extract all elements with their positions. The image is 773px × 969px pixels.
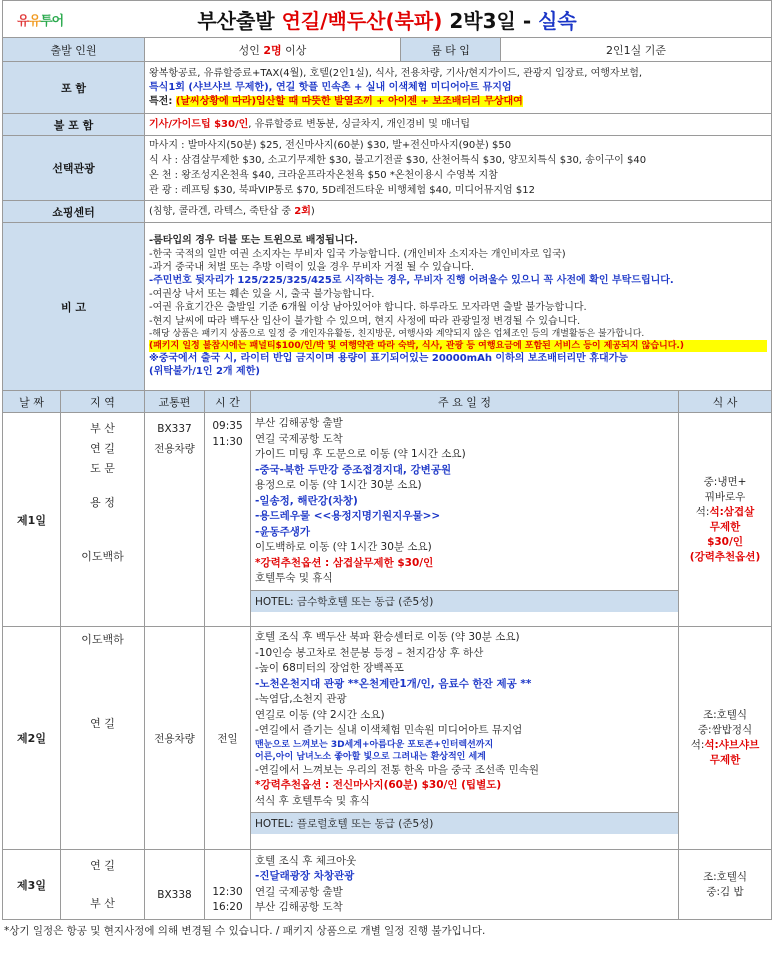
room-label: 룸 타 입 (401, 38, 501, 62)
itinerary-page (2, 0, 771, 938)
option-label: 선택관광 (3, 136, 145, 201)
title-duration: 2박3일 (449, 8, 516, 33)
day3-meals: 조:호텔식 중:김 밥 (679, 850, 772, 920)
col-place: 지 역 (61, 391, 145, 413)
note-content: -룸타입의 경우 더블 또는 트윈으로 배정됩니다. -한국 국적의 일반 여권 소지자는 무비자 입국 가능합니다. (개인비자 소지자는 개인비자로 입국) -과거 중국내 처벌 또는 추방 이력이 있을 경우 무비자 거절 될 수 있습니다. -주민번호 뒷자리가 125/225/325/425로 시작하는 경우, 무비자 진행 어려울수 있으니 꼭 사전에 확인 부탁드립니다. -여권상 낙서 또는 훼손 있을 시, 출국 불가능합니다. -여권 유효기간은 출발일 기준 6개월 이상 남아있어야 합니다. 하루라도 모자라면 출발 불가능합니다. -현지 날씨에 따라 백두산 입산이 불가할 수 있으며, 현지 사정에 따라 관광일정 변경될 수 있습니다. -해당 상품은 패키지 상품으로 일정 중 개인자유활동, 친지방문, 여행사와 계약되지 않은 업체조인 등의 개별활동은 불가합니다. (패키지 일정 불참시에는 패널티$100/인/박 및 여행약관 따라 숙박, 식사, 관광 등 여행요금에 포함된 서비스 등이 제공되지 않습니다.) ※중국에서 출국 시, 라이터 반입 금지이며 용량이 표기되어있는 20000mAh 이하의 보조배터리만 휴대가능 (위탁불가/1인 2개 제한) (145, 223, 772, 391)
col-time: 시 간 (205, 391, 251, 413)
day1-hotel: HOTEL: 금수학호텔 또는 동급 (준5성) (251, 590, 678, 612)
include-label: 포 함 (3, 62, 145, 114)
title-destination: 연길/백두산(북파) (281, 8, 443, 33)
itinerary-table (2, 0, 772, 920)
depart-value: 성인 2명 이상 (145, 38, 401, 62)
col-transport: 교통편 (145, 391, 205, 413)
day1-label: 제1일 (3, 413, 61, 627)
day2-schedule: 호텔 조식 후 백두산 북파 환승센터로 이동 (약 30분 소요) -10인승 봉고차로 천문봉 등정 – 천지감상 후 하산 -높이 68미터의 장엄한 장백폭포 -노천온천지대 관광 **온천계란1개/인, 음료수 한잔 제공 ** -녹염담,소천지 관광 연길로 이동 (약 2시간 소요) -연길에서 즐기는 실내 이색체험 민속원 미디어아트 뮤지엄 맨눈으로 느껴보는 3D세계+아름다운 포토존+인터렉션까지 어른,아이 남녀노소 좋아할 빛으로 그려내는 환상적인 세계 -연길에서 느껴보는 우리의 전통 한옥 마을 중국 조선족 민속원 *강력추천옵션 : 전신마사지(60분) $30/인 (팁별도) 석식 후 호텔투숙 및 휴식 HOTEL: 플로럴호텔 또는 동급 (준5성) (251, 627, 679, 850)
day3-label: 제3일 (3, 850, 61, 920)
day2-places: 이도백하 연 길 (61, 627, 145, 850)
day1-schedule: 부산 김해공항 출발 연길 국제공항 도착 가이드 미팅 후 도문으로 이동 (약 1시간 소요) -중국-북한 두만강 중조접경지대, 강변공원 용정으로 이동 (약 1시간 30분 소요) -일송정, 해란강(차창) -용드레우물 <<용정지명기원지우물>> -윤동주생가 이도백하로 이동 (약 1시간 30분 소요) *강력추천옵션 : 삼겹살무제한 $30/인 호텔투숙 및 휴식 HOTEL: 금수학호텔 또는 동급 (준5성) (251, 413, 679, 627)
brand-logo: 유유투어 (17, 14, 64, 29)
room-value: 2인1실 기준 (501, 38, 772, 62)
title-row (3, 1, 772, 38)
day2-label: 제2일 (3, 627, 61, 850)
exclude-content: 기사/가이드팁 $30/인, 유류할증료 변동분, 싱글차지, 개인경비 및 매너팁 (145, 114, 772, 136)
option-content: 마사지 : 발마사지(50분) $25, 전신마사지(60분) $30, 발+전신마사지(90분) $50 식 사 : 삼겹살무제한 $30, 소고기무제한 $30, 불고기전골 $30, 산천어특식 $30, 양꼬치특식 $30, 송이구이 $40 온 천 : 왕조성지온천욕 $40, 크라운프라자온천욕 $50 *온천이용시 수영복 지참 관 광 : 레프팅 $30, 북파VIP통로 $70, 5D레전드타운 비행체험 $40, 미디어뮤지엄 $12 (145, 136, 772, 201)
col-schedule: 주 요 일 정 (251, 391, 679, 413)
note-label: 비 고 (3, 223, 145, 391)
day3-transport: BX338 (145, 850, 205, 920)
exclude-label: 불 포 함 (3, 114, 145, 136)
shop-label: 쇼핑센터 (3, 201, 145, 223)
shop-content: (침향, 콜라겐, 라텍스, 죽탄삽 중 2회) (145, 201, 772, 223)
day3-times: 12:30 16:20 (205, 850, 251, 920)
include-content: 왕복항공료, 유류할증료+TAX(4월), 호텔(2인1실), 식사, 전용차량, 기사/현지가이드, 관광지 입장료, 여행자보험, 특식1회 (샤브샤브 무제한), 연길 핫플 민속촌 + 실내 이색체험 미디어아트 뮤지엄 특전: (날씨상황에 따라)입산할 때 따뜻한 발열조끼 + 아이젠 + 보조배터리 무상대여 (145, 62, 772, 114)
day2-time: 전일 (205, 627, 251, 850)
day1-meals: 중:냉면+ 꿔바로우 석:석:삼겹살 무제한 $30/인 (강력추천옵션) (679, 413, 772, 627)
title-departure: 부산출발 (197, 8, 275, 33)
col-meal: 식 사 (679, 391, 772, 413)
day2-hotel: HOTEL: 플로럴호텔 또는 동급 (준5성) (251, 812, 678, 834)
include-benefit-highlight: (날씨상황에 따라)입산할 때 따뜻한 발열조끼 + 아이젠 + 보조배터리 무상대여 (175, 95, 523, 107)
day1-transport: BX337 전용차량 (145, 413, 205, 627)
footer-note: *상기 일정은 항공 및 현지사정에 의해 변경될 수 있습니다. / 패키지 상품으로 개별 일정 진행 불가입니다. (4, 925, 486, 937)
day3-schedule: 호텔 조식 후 체크아웃 -진달래광장 차창관광 연길 국제공항 출발 부산 김해공항 도착 (251, 850, 679, 920)
day2-meals: 조:호텔식 중:쌈밥정식 석:석:샤브샤브 무제한 (679, 627, 772, 850)
day2-transport: 전용차량 (145, 627, 205, 850)
title-grade: 실속 (538, 8, 577, 33)
title-dash: - (522, 8, 532, 33)
day3-places: 연 길 부 산 (61, 850, 145, 920)
depart-label: 출발 인원 (3, 38, 145, 62)
day1-times: 09:35 11:30 (205, 413, 251, 627)
col-day: 날 짜 (3, 391, 61, 413)
day1-places: 부 산 연 길 도 문 용 정 이도백하 (61, 413, 145, 627)
